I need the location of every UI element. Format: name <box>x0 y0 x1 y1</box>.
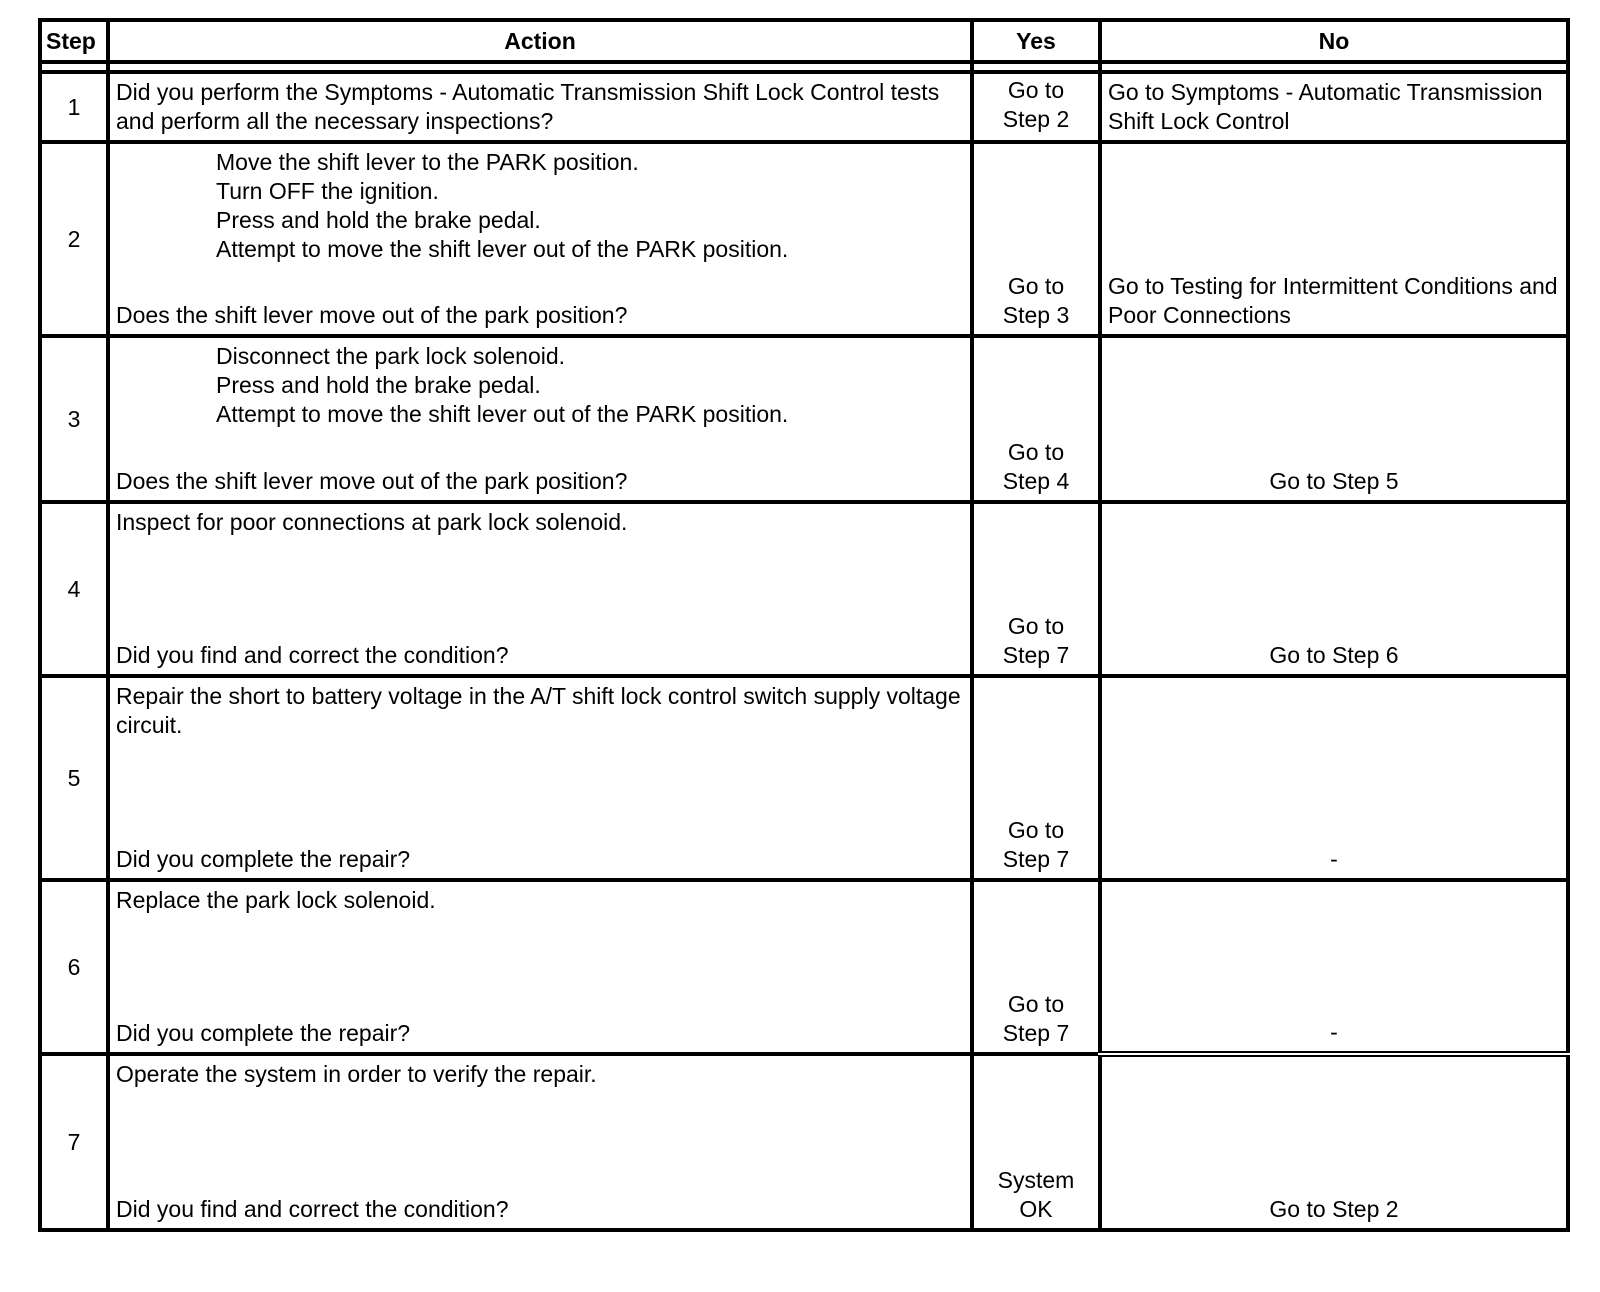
table-row <box>40 502 1568 676</box>
action-question: Did you find and correct the condition? <box>116 642 509 668</box>
step-number: 6 <box>40 880 108 1054</box>
action-intro: Operate the system in order to verify the repair. <box>116 1061 597 1087</box>
substep-list <box>116 342 964 429</box>
yes-cell <box>972 72 1100 142</box>
action-cell <box>108 1054 972 1230</box>
yes-text-line: Step 7 <box>1002 642 1070 668</box>
yes-text-line: Step 2 <box>1002 106 1070 132</box>
yes-text <box>974 76 1098 134</box>
diagnostic-table <box>38 18 1570 1232</box>
header-no: No <box>1100 20 1568 62</box>
yes-text-line: Go to <box>1007 991 1065 1017</box>
yes-cell <box>972 1054 1100 1230</box>
action-intro: Did you perform the Symptoms - Automatic Transmission Shift Lock Control tests and perform all the necessary inspections? <box>116 79 940 134</box>
action-cell <box>108 336 972 502</box>
table-row <box>40 676 1568 880</box>
header-spacer <box>40 62 1568 72</box>
action-question: Did you find and correct the condition? <box>116 1196 509 1222</box>
no-cell <box>1100 880 1568 1054</box>
no-cell <box>1100 336 1568 502</box>
no-text: Go to Step 6 <box>1269 642 1399 668</box>
substep-item: Press and hold the brake pedal. <box>216 207 541 233</box>
yes-text-line: Step 7 <box>1002 1020 1070 1046</box>
substep-item: Attempt to move the shift lever out of the PARK position. <box>216 236 789 262</box>
yes-text-line: Go to <box>1007 77 1065 103</box>
no-text: Go to Step 2 <box>1269 1196 1399 1222</box>
substep-item: Disconnect the park lock solenoid. <box>216 343 566 369</box>
action-question: Did you complete the repair? <box>116 1020 411 1046</box>
no-cell <box>1100 676 1568 880</box>
action-cell <box>108 72 972 142</box>
no-text: - <box>1330 846 1338 872</box>
yes-text-line: System <box>997 1167 1075 1193</box>
table-row <box>40 336 1568 502</box>
action-question: Does the shift lever move out of the park position? <box>116 468 628 494</box>
header-action: Action <box>108 20 972 62</box>
header-step: Step <box>40 20 108 62</box>
yes-text <box>974 990 1098 1048</box>
yes-cell <box>972 336 1100 502</box>
yes-text-line: Go to <box>1007 817 1065 843</box>
yes-text-line: OK <box>1019 1196 1053 1222</box>
yes-text <box>974 816 1098 874</box>
no-cell <box>1100 502 1568 676</box>
yes-cell <box>972 676 1100 880</box>
header-yes: Yes <box>972 20 1100 62</box>
yes-text-line: Step 4 <box>1002 468 1070 494</box>
table-row <box>40 72 1568 142</box>
action-question: Does the shift lever move out of the park position? <box>116 302 628 328</box>
substep-list <box>116 148 964 264</box>
step-number: 3 <box>40 336 108 502</box>
no-text: Go to Testing for Intermittent Conditions and Poor Connections <box>1108 273 1558 328</box>
table-row <box>40 880 1568 1054</box>
yes-text-line: Step 3 <box>1002 302 1070 328</box>
yes-text-line: Go to <box>1007 439 1065 465</box>
yes-text-line: Go to <box>1007 273 1065 299</box>
diagnostic-table-frame <box>38 18 1566 1246</box>
substep-item: Attempt to move the shift lever out of the PARK position. <box>216 401 789 427</box>
step-number: 7 <box>40 1054 108 1230</box>
step-number: 2 <box>40 142 108 336</box>
step-number: 4 <box>40 502 108 676</box>
yes-text <box>974 612 1098 670</box>
yes-text <box>974 1166 1098 1224</box>
action-cell <box>108 502 972 676</box>
action-cell <box>108 142 972 336</box>
no-text: Go to Step 5 <box>1269 468 1399 494</box>
yes-text <box>974 438 1098 496</box>
yes-cell <box>972 880 1100 1054</box>
no-text: - <box>1330 1019 1338 1045</box>
no-text: Go to Symptoms - Automatic Transmission Shift Lock Control <box>1108 79 1543 134</box>
header-row <box>40 20 1568 62</box>
substep-item: Move the shift lever to the PARK position. <box>216 149 639 175</box>
no-cell <box>1100 1054 1568 1230</box>
yes-cell <box>972 502 1100 676</box>
no-cell <box>1100 142 1568 336</box>
step-number: 1 <box>40 72 108 142</box>
action-intro: Inspect for poor connections at park lock solenoid. <box>116 509 628 535</box>
table-row <box>40 1054 1568 1230</box>
substep-item: Turn OFF the ignition. <box>216 178 439 204</box>
action-cell <box>108 676 972 880</box>
yes-text-line: Step 7 <box>1002 846 1070 872</box>
action-intro: Repair the short to battery voltage in the A/T shift lock control switch supply voltage circuit. <box>116 683 961 738</box>
action-intro: Replace the park lock solenoid. <box>116 887 436 913</box>
table-row <box>40 142 1568 336</box>
step-number: 5 <box>40 676 108 880</box>
substep-item: Press and hold the brake pedal. <box>216 372 541 398</box>
action-cell <box>108 880 972 1054</box>
no-cell <box>1100 72 1568 142</box>
action-question: Did you complete the repair? <box>116 846 411 872</box>
yes-cell <box>972 142 1100 336</box>
yes-text-line: Go to <box>1007 613 1065 639</box>
yes-text <box>974 272 1098 330</box>
